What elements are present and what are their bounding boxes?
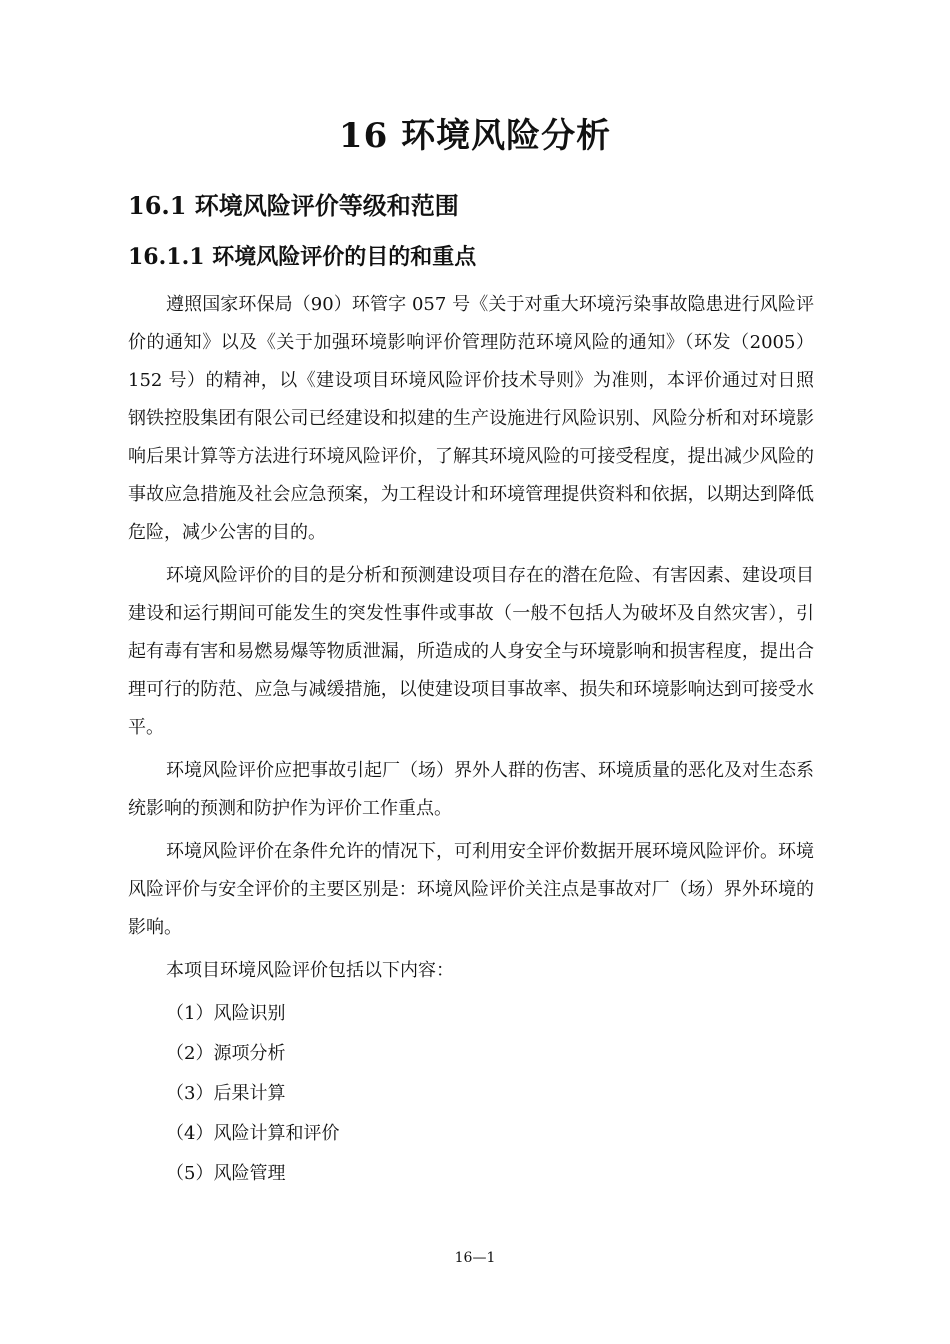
body-text: [128, 286, 814, 1195]
list-item: （4）风险计算和评价: [166, 1123, 340, 1144]
list-item: （3）后果计算: [166, 1083, 286, 1104]
section-heading: 16.1 环境风险评价等级和范围: [128, 191, 459, 220]
paragraph: 环境风险评价在条件允许的情况下，可利用安全评价数据开展环境风险评价。环境风险评价与安全评价的主要区别是：环境风险评价关注点是事故对厂（场）界外环境的影响。: [128, 841, 814, 938]
page-number: 16—1: [454, 1250, 496, 1266]
list-item: （5）风险管理: [166, 1163, 286, 1184]
paragraph: 本项目环境风险评价包括以下内容：: [166, 960, 454, 981]
list-item: （2）源项分析: [166, 1043, 286, 1064]
subsection-heading: 16.1.1 环境风险评价的目的和重点: [128, 244, 477, 270]
list-item: （1）风险识别: [166, 1003, 286, 1024]
chapter-title: 16 环境风险分析: [338, 116, 612, 156]
paragraph: 环境风险评价的目的是分析和预测建设项目存在的潜在危险、有害因素、建设项目建设和运行期间可能发生的突发性事件或事故（一般不包括人为破坏及自然灾害），引起有毒有害和易燃易爆等物质泄漏，所造成的人身安全与环境影响和损害程度，提出合理可行的防范、应急与减缓措施，以使建设项目事故率、损失和环境影响达到可接受水平。: [128, 565, 814, 738]
paragraph: 遵照国家环保局（90）环管字 057 号《关于对重大环境污染事故隐患进行风险评价的通知》以及《关于加强环境影响评价管理防范环境风险的通知》（环发（2005）152 号）的精神，以《建设项目环境风险评价技术导则》为准则，本评价通过对日照钢铁控股集团有限公司已经建设和拟建的生产设施进行风险识别、风险分析和对环境影响后果计算等方法进行环境风险评价，了解其环境风险的可接受程度，提出减少风险的事故应急措施及社会应急预案，为工程设计和环境管理提供资料和依据，以期达到降低危险，减少公害的目的。: [128, 294, 814, 543]
paragraph: 环境风险评价应把事故引起厂（场）界外人群的伤害、环境质量的恶化及对生态系统影响的预测和防护作为评价工作重点。: [128, 760, 814, 819]
